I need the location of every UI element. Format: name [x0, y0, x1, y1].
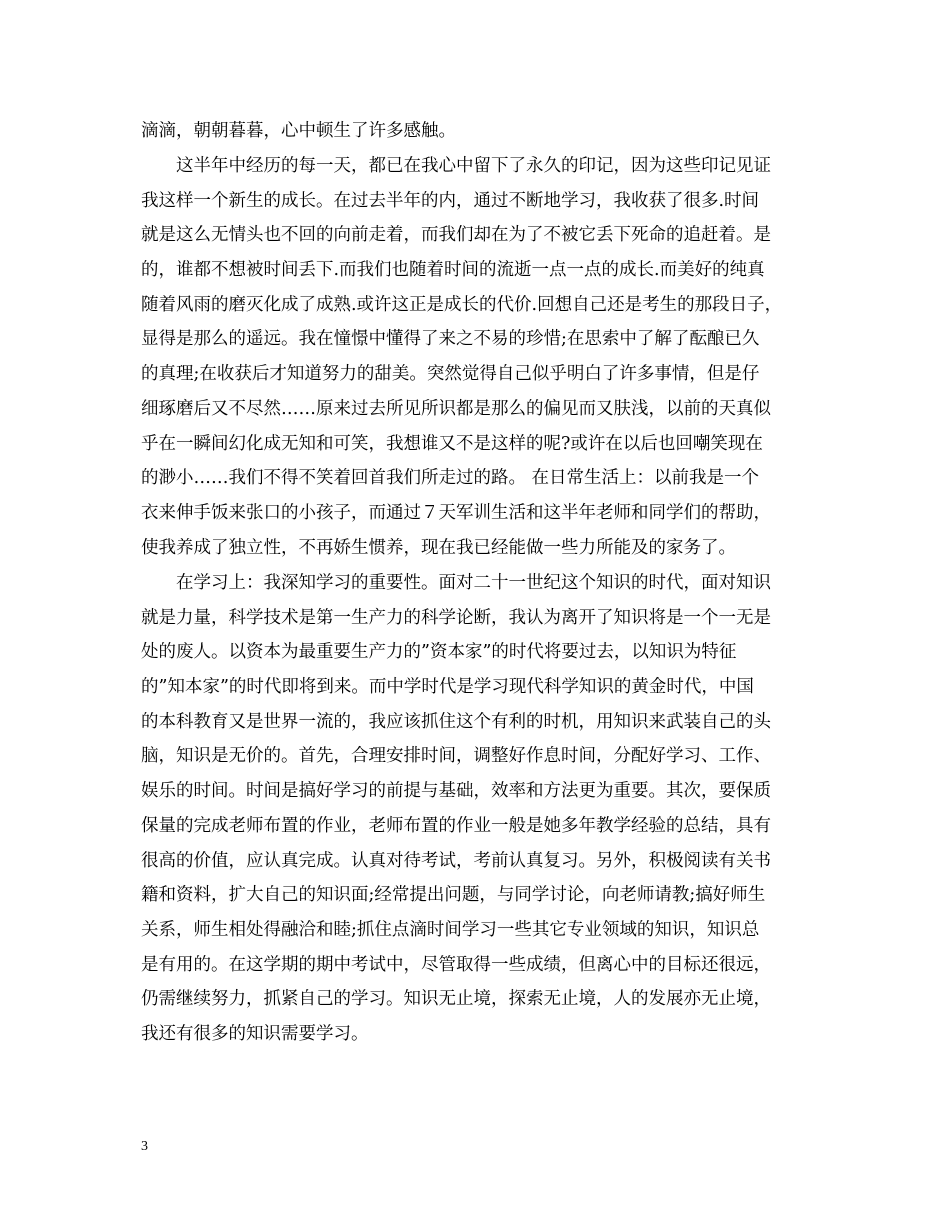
text-line: 的渺小……我们不得不笑着回首我们所走过的路。 在日常生活上：以前我是一个: [141, 468, 760, 488]
text-line: 很高的价值，应认真完成。认真对待考试，考前认真复习。另外，积极阅读有关书: [141, 851, 771, 871]
text-line: 是有用的。在这学期的期中考试中，尽管取得一些成绩，但离心中的目标还很远，: [141, 955, 771, 975]
text-line: 的本科教育又是世界一流的，我应该抓住这个有利的时机，用知识来武装自己的头: [141, 712, 771, 732]
text-line: 娱乐的时间。时间是搞好学习的前提与基础，效率和方法更为重要。其次，要保质: [141, 781, 771, 801]
text-line: 的真理;在收获后才知道努力的甜美。突然觉得自己似乎明白了许多事情，但是仔: [141, 364, 760, 384]
text-line: 就是力量，科学技术是第一生产力的科学论断，我认为离开了知识将是一个一无是: [141, 608, 771, 628]
text-line: 籍和资料，扩大自己的知识面;经常提出问题，与同学讨论，向老师请教;搞好师生: [141, 885, 766, 905]
text-line: 滴滴，朝朝暮暮，心中顿生了许多感触。: [141, 121, 456, 141]
text-line: 随着风雨的磨灭化成了成熟.或许这正是成长的代价.回想自己还是考生的那段日子，: [141, 295, 783, 315]
page-number: 3: [141, 1139, 148, 1154]
text-line: 我还有很多的知识需要学习。: [141, 1024, 369, 1044]
text-line: 脑，知识是无价的。首先，合理安排时间，调整好作息时间，分配好学习、工作、: [141, 746, 771, 766]
text-line: 的”知本家”的时代即将到来。而中学时代是学习现代科学知识的黄金时代，中国: [141, 677, 754, 697]
text-line: 细琢磨后又不尽然……原来过去所见所识都是那么的偏见而又肤浅，以前的天真似: [141, 399, 771, 419]
text-line: 就是这么无情头也不回的向前走着，而我们却在为了不被它丢下死命的追赶着。是: [141, 225, 771, 245]
text-line: 在学习上：我深知学习的重要性。面对二十一世纪这个知识的时代，面对知识: [176, 573, 771, 593]
text-line: 使我养成了独立性，不再娇生惯养，现在我已经能做一些力所能及的家务了。: [141, 538, 736, 558]
text-line: 我这样一个新生的成长。在过去半年的内，通过不断地学习，我收获了很多.时间: [141, 191, 760, 211]
text-line: 仍需继续努力，抓紧自己的学习。知识无止境，探索无止境，人的发展亦无止境，: [141, 989, 771, 1009]
text-line: 处的废人。以资本为最重要生产力的”资本家”的时代将要过去，以知识为特征: [141, 642, 737, 662]
text-line: 的，谁都不想被时间丢下.而我们也随着时间的流逝一点一点的成长.而美好的纯真: [141, 260, 765, 280]
text-line: 保量的完成老师布置的作业，老师布置的作业一般是她多年教学经验的总结，具有: [141, 816, 771, 836]
text-line: 这半年中经历的每一天，都已在我心中留下了永久的印记，因为这些印记见证: [176, 156, 771, 176]
text-line: 乎在一瞬间幻化成无知和可笑，我想谁又不是这样的呢?或许在以后也回嘲笑现在: [141, 434, 763, 454]
text-line: 显得是那么的遥远。我在憧憬中懂得了来之不易的珍惜;在思索中了解了酝酿已久: [141, 329, 760, 349]
text-line: 关系，师生相处得融洽和睦;抓住点滴时间学习一些其它专业领域的知识，知识总: [141, 920, 760, 940]
text-line: 衣来伸手饭来张口的小孩子，而通过７天军训生活和这半年老师和同学们的帮助，: [141, 503, 771, 523]
